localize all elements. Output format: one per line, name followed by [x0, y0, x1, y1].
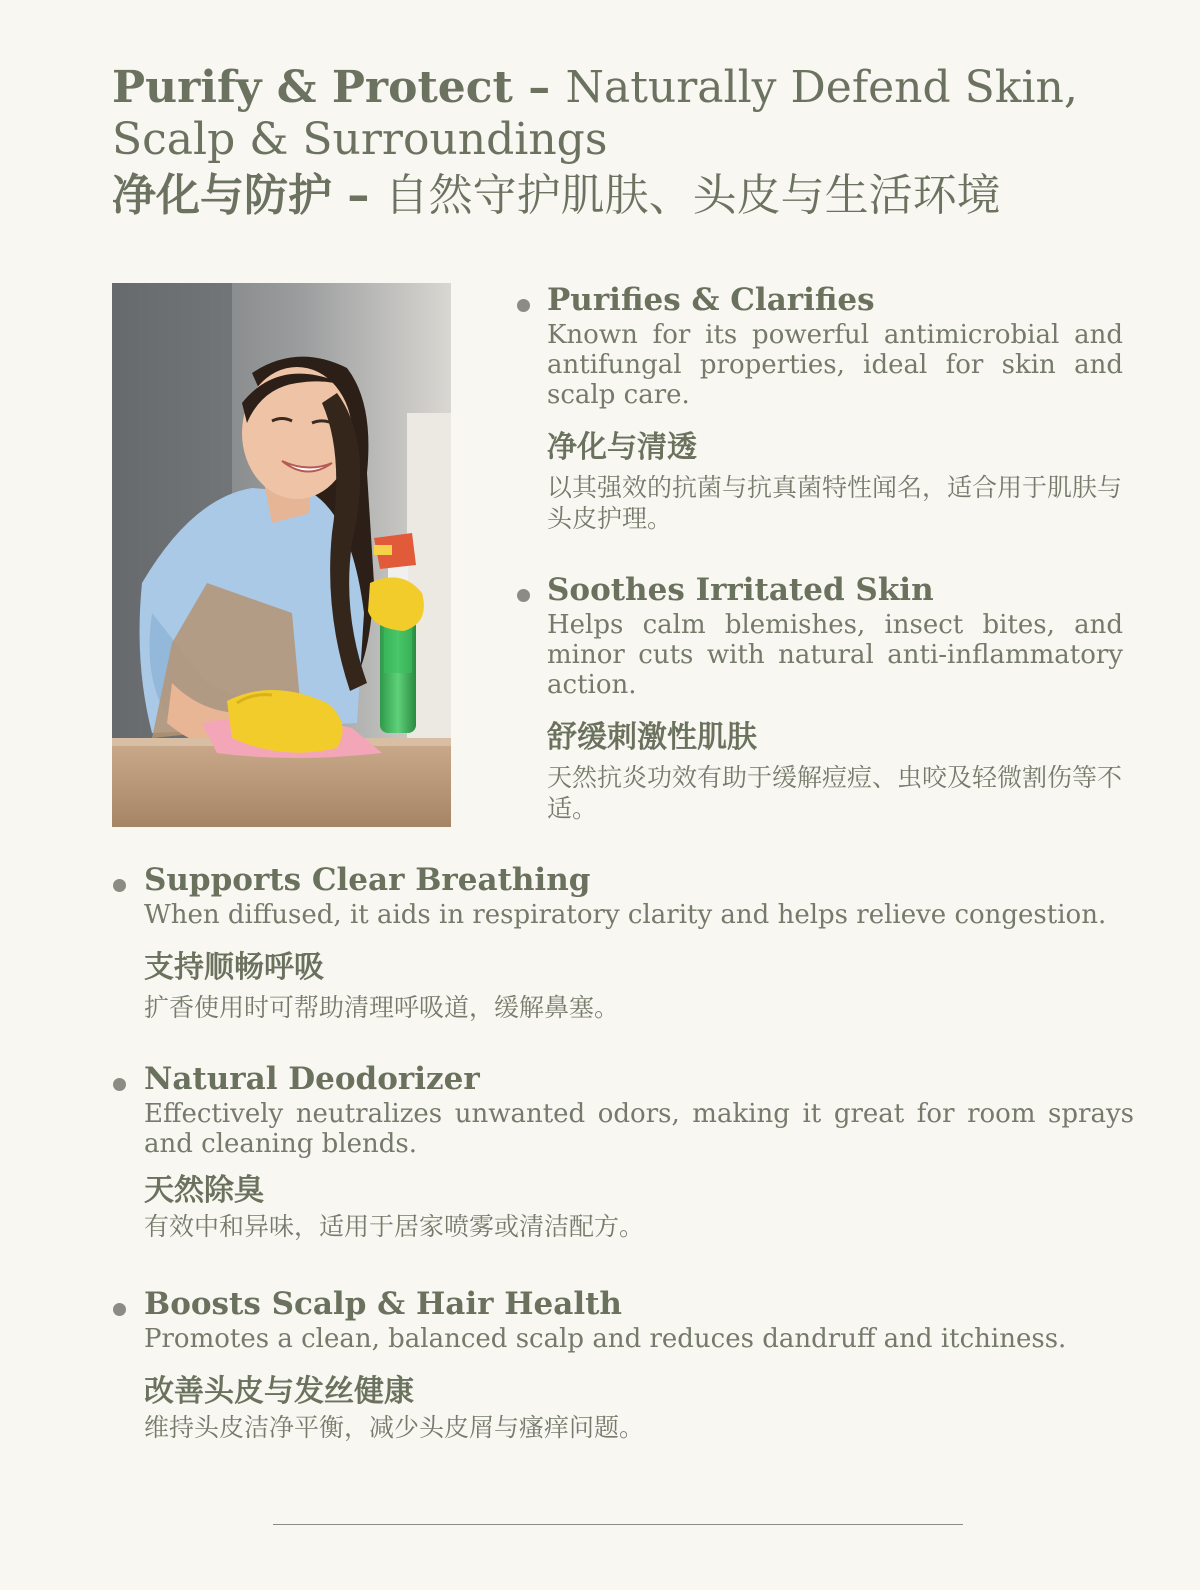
feature-title: Supports Clear Breathing — [144, 862, 591, 898]
bullet-dot-icon — [113, 1078, 126, 1091]
feature-title: Soothes Irritated Skin — [547, 572, 934, 608]
feature-zh-title: 净化与清透 — [547, 430, 697, 465]
feature-title: Natural Deodorizer — [144, 1061, 480, 1097]
title-en-light: Naturally Defend Skin, Scalp & Surroundings — [112, 62, 1078, 165]
feature-zh-title: 舒缓刺激性肌肤 — [547, 720, 757, 755]
feature-zh-body: 维持头皮洁净平衡，减少头皮屑与瘙痒问题。 — [144, 1413, 645, 1442]
feature-zh-body: 有效中和异味，适用于居家喷雾或清洁配方。 — [144, 1212, 645, 1241]
page-title-en — [112, 62, 1122, 166]
feature-zh-body: 以其强效的抗菌与抗真菌特性闻名，适合用于肌肤与头皮护理。 — [547, 473, 1123, 533]
feature-body: Promotes a clean, balanced scalp and reduces dandruff and itchiness. — [144, 1324, 1067, 1354]
feature-soothes — [547, 572, 1123, 824]
feature-title: Purifies & Clarifies — [547, 282, 875, 318]
feature-body: Helps calm blemishes, insect bites, and minor cuts with natural anti-inflammatory action. — [547, 610, 1123, 700]
feature-scalp-hair — [144, 1286, 1134, 1443]
page-title-zh — [112, 168, 1122, 224]
feature-body: When diffused, it aids in respiratory clarity and helps relieve congestion. — [144, 900, 1107, 930]
feature-zh-title: 支持顺畅呼吸 — [144, 950, 324, 985]
bullet-dot-icon — [517, 589, 530, 602]
title-en-strong: Purify & Protect – — [112, 62, 566, 113]
bullet-dot-icon — [517, 299, 530, 312]
feature-title: Boosts Scalp & Hair Health — [144, 1286, 622, 1322]
photo-illustration — [112, 283, 451, 827]
feature-body: Effectively neutralizes unwanted odors, making it great for room sprays and cleaning blends. — [144, 1099, 1134, 1159]
feature-breathing — [144, 862, 1134, 1023]
feature-body: Known for its powerful antimicrobial and antifungal properties, ideal for skin and scalp care. — [547, 320, 1123, 410]
feature-zh-title: 天然除臭 — [144, 1173, 264, 1208]
feature-zh-body: 扩香使用时可帮助清理呼吸道，缓解鼻塞。 — [144, 993, 620, 1022]
footer-divider — [273, 1524, 963, 1525]
cleaning-woman-photo — [112, 283, 451, 827]
title-zh-strong: 净化与防护 – — [112, 170, 385, 221]
page-header — [112, 62, 1122, 224]
feature-deodorizer — [144, 1061, 1134, 1242]
feature-purifies — [547, 282, 1123, 534]
bullet-dot-icon — [113, 1303, 126, 1316]
title-zh-light: 自然守护肌肤、头皮与生活环境 — [384, 170, 1001, 221]
bullet-dot-icon — [113, 879, 126, 892]
feature-zh-title: 改善头皮与发丝健康 — [144, 1374, 414, 1409]
feature-zh-body: 天然抗炎功效有助于缓解痘痘、虫咬及轻微割伤等不适。 — [547, 763, 1123, 823]
